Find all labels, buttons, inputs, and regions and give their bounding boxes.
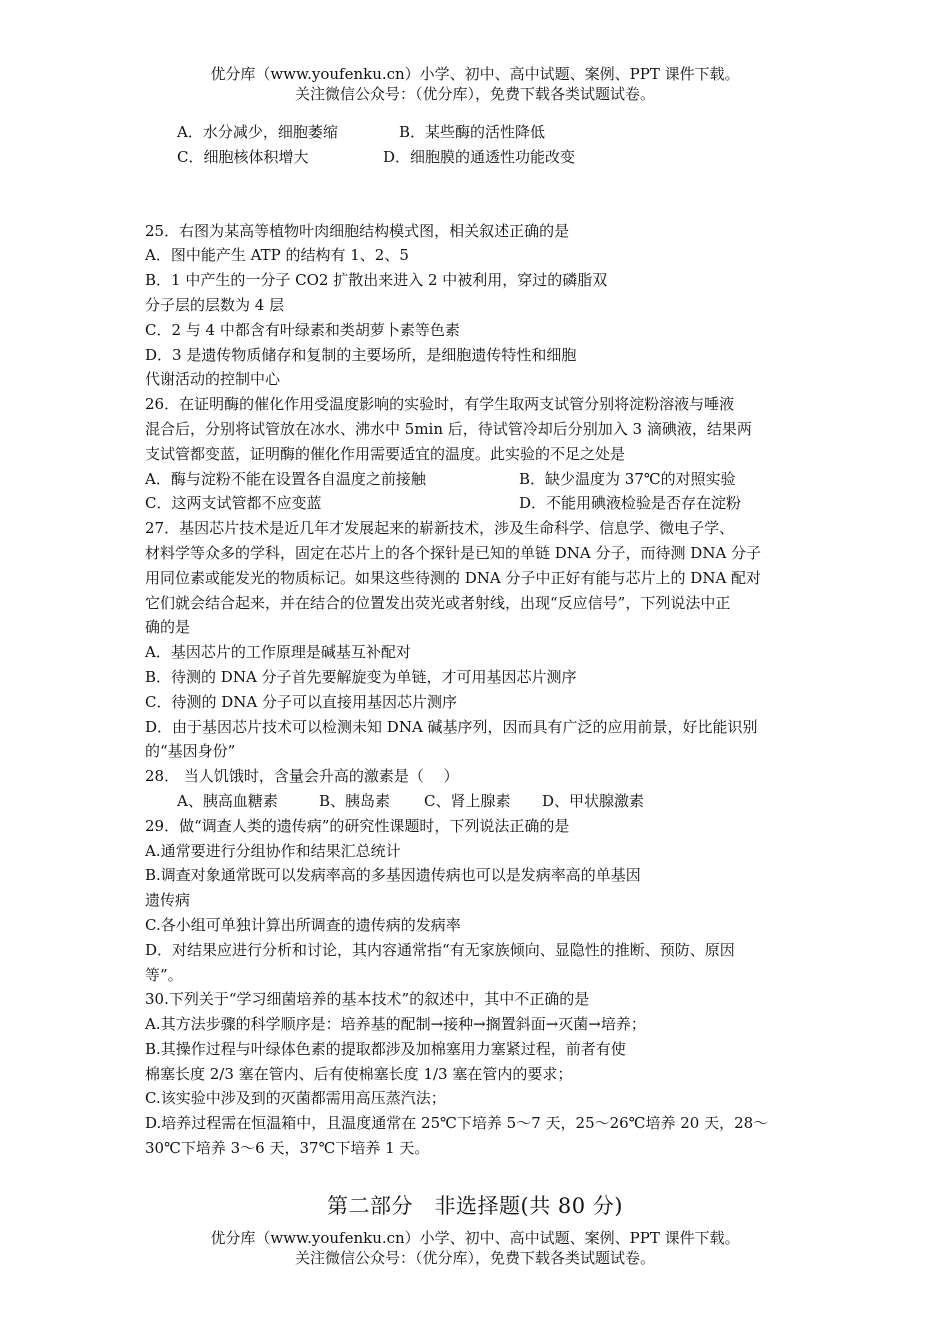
q24-option-c: C．细胞核体积增大 bbox=[177, 147, 309, 166]
exam-content bbox=[145, 120, 815, 1161]
q26-stem-line-1: 26．在证明酶的催化作用受温度影响的实验时，有学生取两支试管分别将淀粉溶液与唾液 bbox=[145, 395, 735, 414]
q30-stem: 30.下列关于“学习细菌培养的基本技术”的叙述中，其中不正确的是 bbox=[145, 990, 590, 1009]
q27-stem-line-2: 材料学等众多的学科，固定在芯片上的各个探针是已知的单链 DNA 分子，而待测 DNA 分子 bbox=[145, 543, 762, 562]
spacer bbox=[145, 170, 815, 219]
q30-option-b-line-1: B.其操作过程与叶绿体色素的提取都涉及加棉塞用力塞紧过程，前者有使 bbox=[145, 1039, 626, 1058]
q27-stem-line-1: 27．基因芯片技术是近几年才发展起来的崭新技术，涉及生命科学、信息学、微电子学、 bbox=[145, 519, 735, 538]
q30-option-a: A.其方法步骤的科学顺序是：培养基的配制→接种→搁置斜面→灭菌→培养； bbox=[145, 1015, 646, 1034]
q29-option-d-line-2: 等”。 bbox=[145, 965, 183, 984]
q28-stem: 28． 当人饥饿时，含量会升高的激素是（ ） bbox=[145, 767, 459, 786]
q26-option-d: D．不能用碘液检验是否存在淀粉 bbox=[519, 494, 742, 513]
q29-stem: 29．做“调查人类的遗传病”的研究性课题时，下列说法正确的是 bbox=[145, 816, 570, 835]
q25-option-d-line-2: 代谢活动的控制中心 bbox=[145, 370, 281, 389]
q25-option-a: A．图中能产生 ATP 的结构有 1、2、5 bbox=[145, 246, 409, 265]
q28-option-c: C、肾上腺素 bbox=[424, 791, 511, 810]
q26-option-a: A．酶与淀粉不能在设置各自温度之前接触 bbox=[145, 469, 426, 488]
q27-option-d-line-1: D．由于基因芯片技术可以检测未知 DNA 碱基序列，因而具有广泛的应用前景，好比能识别 bbox=[145, 717, 758, 736]
q26-option-b: B．缺少温度为 37℃的对照实验 bbox=[519, 469, 736, 488]
header-line-2: 关注微信公众号：（优分库），免费下载各类试题试卷。 bbox=[294, 85, 655, 103]
q29-option-c: C.各小组可单独计算出所调查的遗传病的发病率 bbox=[145, 915, 461, 934]
q30-option-d-line-1: D.培养过程需在恒温箱中，且温度通常在 25℃下培养 5～7 天，25～26℃培养 20 天，28～ bbox=[145, 1114, 769, 1133]
q29-option-b-line-1: B.调查对象通常既可以发病率高的多基因遗传病也可以是发病率高的单基因 bbox=[145, 866, 641, 885]
section-title: 第二部分 非选择题(共 80 分) bbox=[327, 1194, 623, 1218]
q29-option-d-line-1: D．对结果应进行分析和讨论，其内容通常指“有无家族倾向、显隐性的推断、预防、原因 bbox=[145, 940, 735, 959]
q25-option-b-line-1: B．1 中产生的一分子 CO2 扩散出来进入 2 中被利用，穿过的磷脂双 bbox=[145, 271, 608, 290]
q25-option-b-line-2: 分子层的层数为 4 层 bbox=[145, 295, 285, 314]
q29-option-b-line-2: 遗传病 bbox=[145, 891, 191, 910]
q27-stem-line-4: 它们就会结合起来，并在结合的位置发出荧光或者射线，出现“反应信号”，下列说法中正 bbox=[145, 593, 731, 612]
q30-option-b-line-2: 棉塞长度 2/3 塞在管内、后有使棉塞长度 1/3 塞在管内的要求； bbox=[145, 1064, 573, 1083]
q24-options-row-1 bbox=[145, 120, 815, 145]
q30-option-c: C.该实验中涉及到的灭菌都需用高压蒸汽法； bbox=[145, 1089, 446, 1108]
q27-option-d-line-2: 的“基因身份” bbox=[145, 742, 236, 761]
q29-option-a: A.通常要进行分组协作和结果汇总统计 bbox=[145, 841, 401, 860]
q25-option-d-line-1: D．3 是遗传物质储存和复制的主要场所，是细胞遗传特性和细胞 bbox=[145, 345, 577, 364]
q30-option-d-line-2: 30℃下培养 3～6 天，37℃下培养 1 天。 bbox=[145, 1139, 430, 1158]
header-line-1: 优分库（www.youfenku.cn）小学、初中、高中试题、案例、PPT 课件下载。 bbox=[210, 65, 740, 83]
q25-stem: 25．右图为某高等植物叶肉细胞结构模式图，相关叙述正确的是 bbox=[145, 221, 570, 240]
q27-option-b: B．待测的 DNA 分子首先要解旋变为单链，才可用基因芯片测序 bbox=[145, 667, 577, 686]
page-header bbox=[0, 64, 950, 104]
q26-options-row-2 bbox=[145, 491, 815, 516]
q28-option-d: D、甲状腺激素 bbox=[542, 791, 645, 810]
q26-options-row-1 bbox=[145, 467, 815, 492]
q26-stem-line-2: 混合后，分别将试管放在冰水、沸水中 5min 后，待试管冷却后分别加入 3 滴碘液，结果两 bbox=[145, 419, 752, 438]
q26-option-c: C．这两支试管都不应变蓝 bbox=[145, 494, 322, 513]
footer-line-1: 优分库（www.youfenku.cn）小学、初中、高中试题、案例、PPT 课件下载。 bbox=[210, 1229, 740, 1247]
q25-option-c: C．2 与 4 中都含有叶绿素和类胡萝卜素等色素 bbox=[145, 320, 460, 339]
q28-options-row bbox=[145, 789, 815, 814]
q24-option-b: B．某些酶的活性降低 bbox=[399, 123, 546, 141]
footer-line-2: 关注微信公众号：（优分库），免费下载各类试题试卷。 bbox=[294, 1249, 655, 1267]
q27-option-a: A．基因芯片的工作原理是碱基互补配对 bbox=[145, 643, 411, 662]
q27-stem-line-3: 用同位素或能发光的物质标记。如果这些待测的 DNA 分子中正好有能与芯片上的 DNA 配对 bbox=[145, 568, 762, 587]
q27-option-c: C．待测的 DNA 分子可以直接用基因芯片测序 bbox=[145, 692, 457, 711]
page-footer bbox=[0, 1228, 950, 1268]
q24-option-a: A．水分减少，细胞萎缩 bbox=[177, 123, 338, 141]
q27-stem-line-5: 确的是 bbox=[145, 618, 191, 637]
q28-option-b: B、胰岛素 bbox=[319, 791, 391, 810]
q24-option-d: D．细胞膜的通透性功能改变 bbox=[383, 147, 576, 166]
q28-option-a: A、胰高血糖素 bbox=[177, 791, 278, 810]
q26-stem-line-3: 支试管都变蓝，证明酶的催化作用需要适宜的温度。此实验的不足之处是 bbox=[145, 444, 626, 463]
q24-options-row-2 bbox=[145, 145, 815, 170]
